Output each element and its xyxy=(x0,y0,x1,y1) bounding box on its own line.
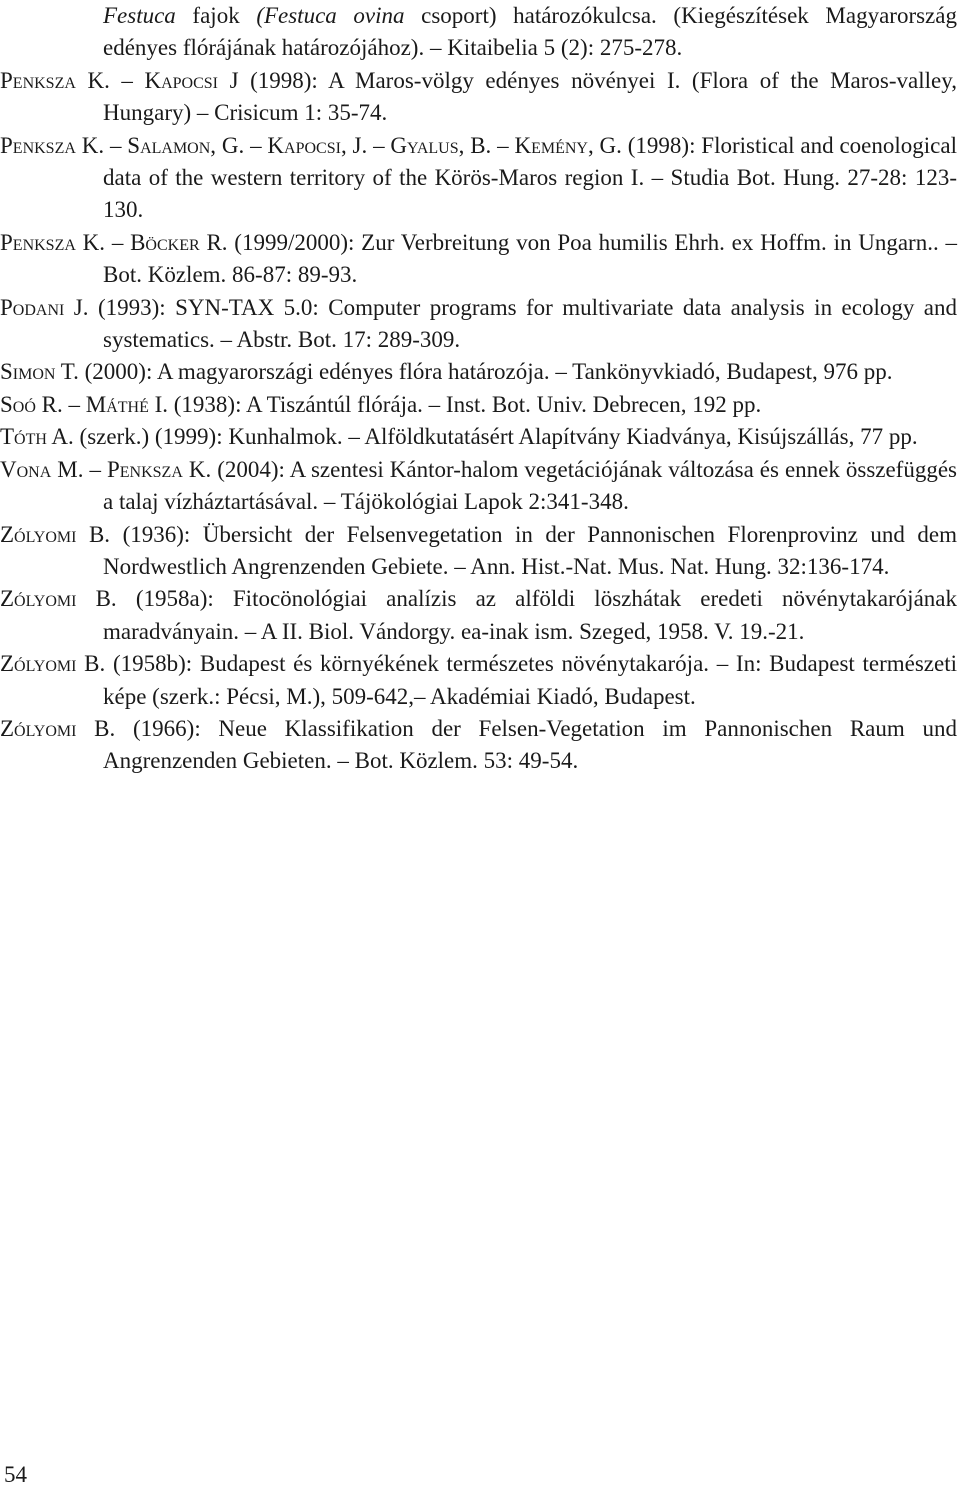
author-name: Gyalus xyxy=(390,132,459,158)
author-name: Penksza xyxy=(106,456,183,482)
author-name: Soó xyxy=(0,391,36,417)
author-name: Vona xyxy=(0,456,52,482)
reference-entry xyxy=(0,65,960,130)
reference-entry xyxy=(0,389,960,421)
reference-text: , G. (1998): Floristical and coenological data of the western territory of the Körös-Maros region I. – Studia Bot. Hung. 27-28: 123-130. xyxy=(103,132,957,223)
reference-text: csoport) határozókulcsa. (Kiegészítések Magyarország edényes flórájának határozójához). – Kitaibelia 5 (2): 275-278. xyxy=(103,3,957,61)
reference-entry xyxy=(0,519,960,584)
reference-text: , J. – xyxy=(340,132,391,158)
author-name: Böcker xyxy=(130,229,200,255)
reference-text: B. (1958a): Fitocönológiai analízis az alföldi löszhátak eredeti növénytakarójának maradványain. – A II. Biol. Vándorgy. ea-inak ism. Szeged, 1958. V. 19.-21. xyxy=(76,586,957,644)
author-name: Kapocsi xyxy=(144,67,219,93)
reference-entry xyxy=(0,227,960,292)
author-name: Zólyomi xyxy=(0,651,77,677)
page-number: 54 xyxy=(4,1462,27,1487)
reference-text: K. – xyxy=(75,67,145,93)
reference-text: K. (2004): A szentesi Kántor-halom vegetációjának változása és ennek összefüggés a talaj vízháztartásával. – Tájökológiai Lapok 2:341-348. xyxy=(103,456,958,515)
author-name: Salamon xyxy=(127,132,211,158)
author-name: Zólyomi xyxy=(0,715,77,741)
author-name: Simon xyxy=(0,359,56,385)
reference-entry xyxy=(0,648,960,713)
author-name: Tóth xyxy=(0,424,47,450)
reference-text: I. (1938): A Tiszántúl flórája. – Inst. Bot. Univ. Debrecen, 192 pp. xyxy=(148,391,762,417)
reference-text: A. (szerk.) (1999): Kunhalmok. – Alföldkutatásért Alapítvány Kiadványa, Kisújszállás, 77 pp. xyxy=(46,424,918,450)
author-name: Penksza xyxy=(0,67,76,93)
reference-entry xyxy=(0,356,960,388)
reference-entry xyxy=(0,713,960,778)
taxon-name: (Festuca ovina xyxy=(256,3,405,28)
reference-text: J. (1993): SYN-TAX 5.0: Computer programs for multivariate data analysis in ecology and systematics. – Abstr. Bot. 17: 289-309. xyxy=(64,294,957,353)
reference-entry xyxy=(0,292,960,357)
author-name: Máthé xyxy=(85,391,149,417)
author-name: Zólyomi xyxy=(0,586,77,612)
author-name: Penksza xyxy=(0,132,76,158)
reference-text: M. – xyxy=(51,456,107,482)
reference-entry xyxy=(0,454,960,519)
reference-entry xyxy=(0,583,960,648)
reference-entry xyxy=(0,421,960,453)
reference-text: B. (1936): Übersicht der Felsenvegetation in der Pannonischen Florenprovinz und dem Nordwestlich Angrenzenden Gebiete. – Ann. Hist.-Nat. Mus. Nat. Hung. 32:136-174. xyxy=(76,521,957,579)
author-name: Penksza xyxy=(0,229,76,255)
reference-text: T. (2000): A magyarországi edényes flóra határozója. – Tankönyvkiadó, Budapest, 976 pp. xyxy=(55,359,893,385)
reference-text: , B. – xyxy=(458,132,515,158)
reference-text: fajok xyxy=(175,3,257,28)
author-name: Kapocsi xyxy=(267,132,341,158)
author-name: Podani xyxy=(0,294,65,320)
reference-text: R. – xyxy=(35,391,86,417)
taxon-name: Festuca xyxy=(103,3,176,28)
reference-entry xyxy=(0,130,960,227)
reference-text: B. (1966): Neue Klassifikation der Felsen-Vegetation im Pannonischen Raum und Angrenzenden Gebieten. – Bot. Közlem. 53: 49-54. xyxy=(76,715,957,774)
author-name: Zólyomi xyxy=(0,521,77,547)
reference-text: K. – xyxy=(75,132,128,158)
reference-text: J (1998): A Maros-völgy edényes növényei I. (Flora of the Maros-valley, Hungary) – Crisicum 1: 35-74. xyxy=(103,67,957,126)
reference-text: B. (1958b): Budapest és környékének természetes növénytakarója. – In: Budapest természeti képe (szerk.: Pécsi, M.), 509-642,– Akadémiai Kiadó, Budapest. xyxy=(76,651,957,709)
author-name: Kemény xyxy=(514,132,588,158)
reference-entry-continued xyxy=(0,0,960,65)
reference-text: K. – xyxy=(75,229,131,255)
reference-text: R. (1999/2000): Zur Verbreitung von Poa humilis Ehrh. ex Hoffm. in Ungarn.. – Bot. Közlem. 86-87: 89-93. xyxy=(103,229,957,288)
reference-text: , G. – xyxy=(210,132,268,158)
